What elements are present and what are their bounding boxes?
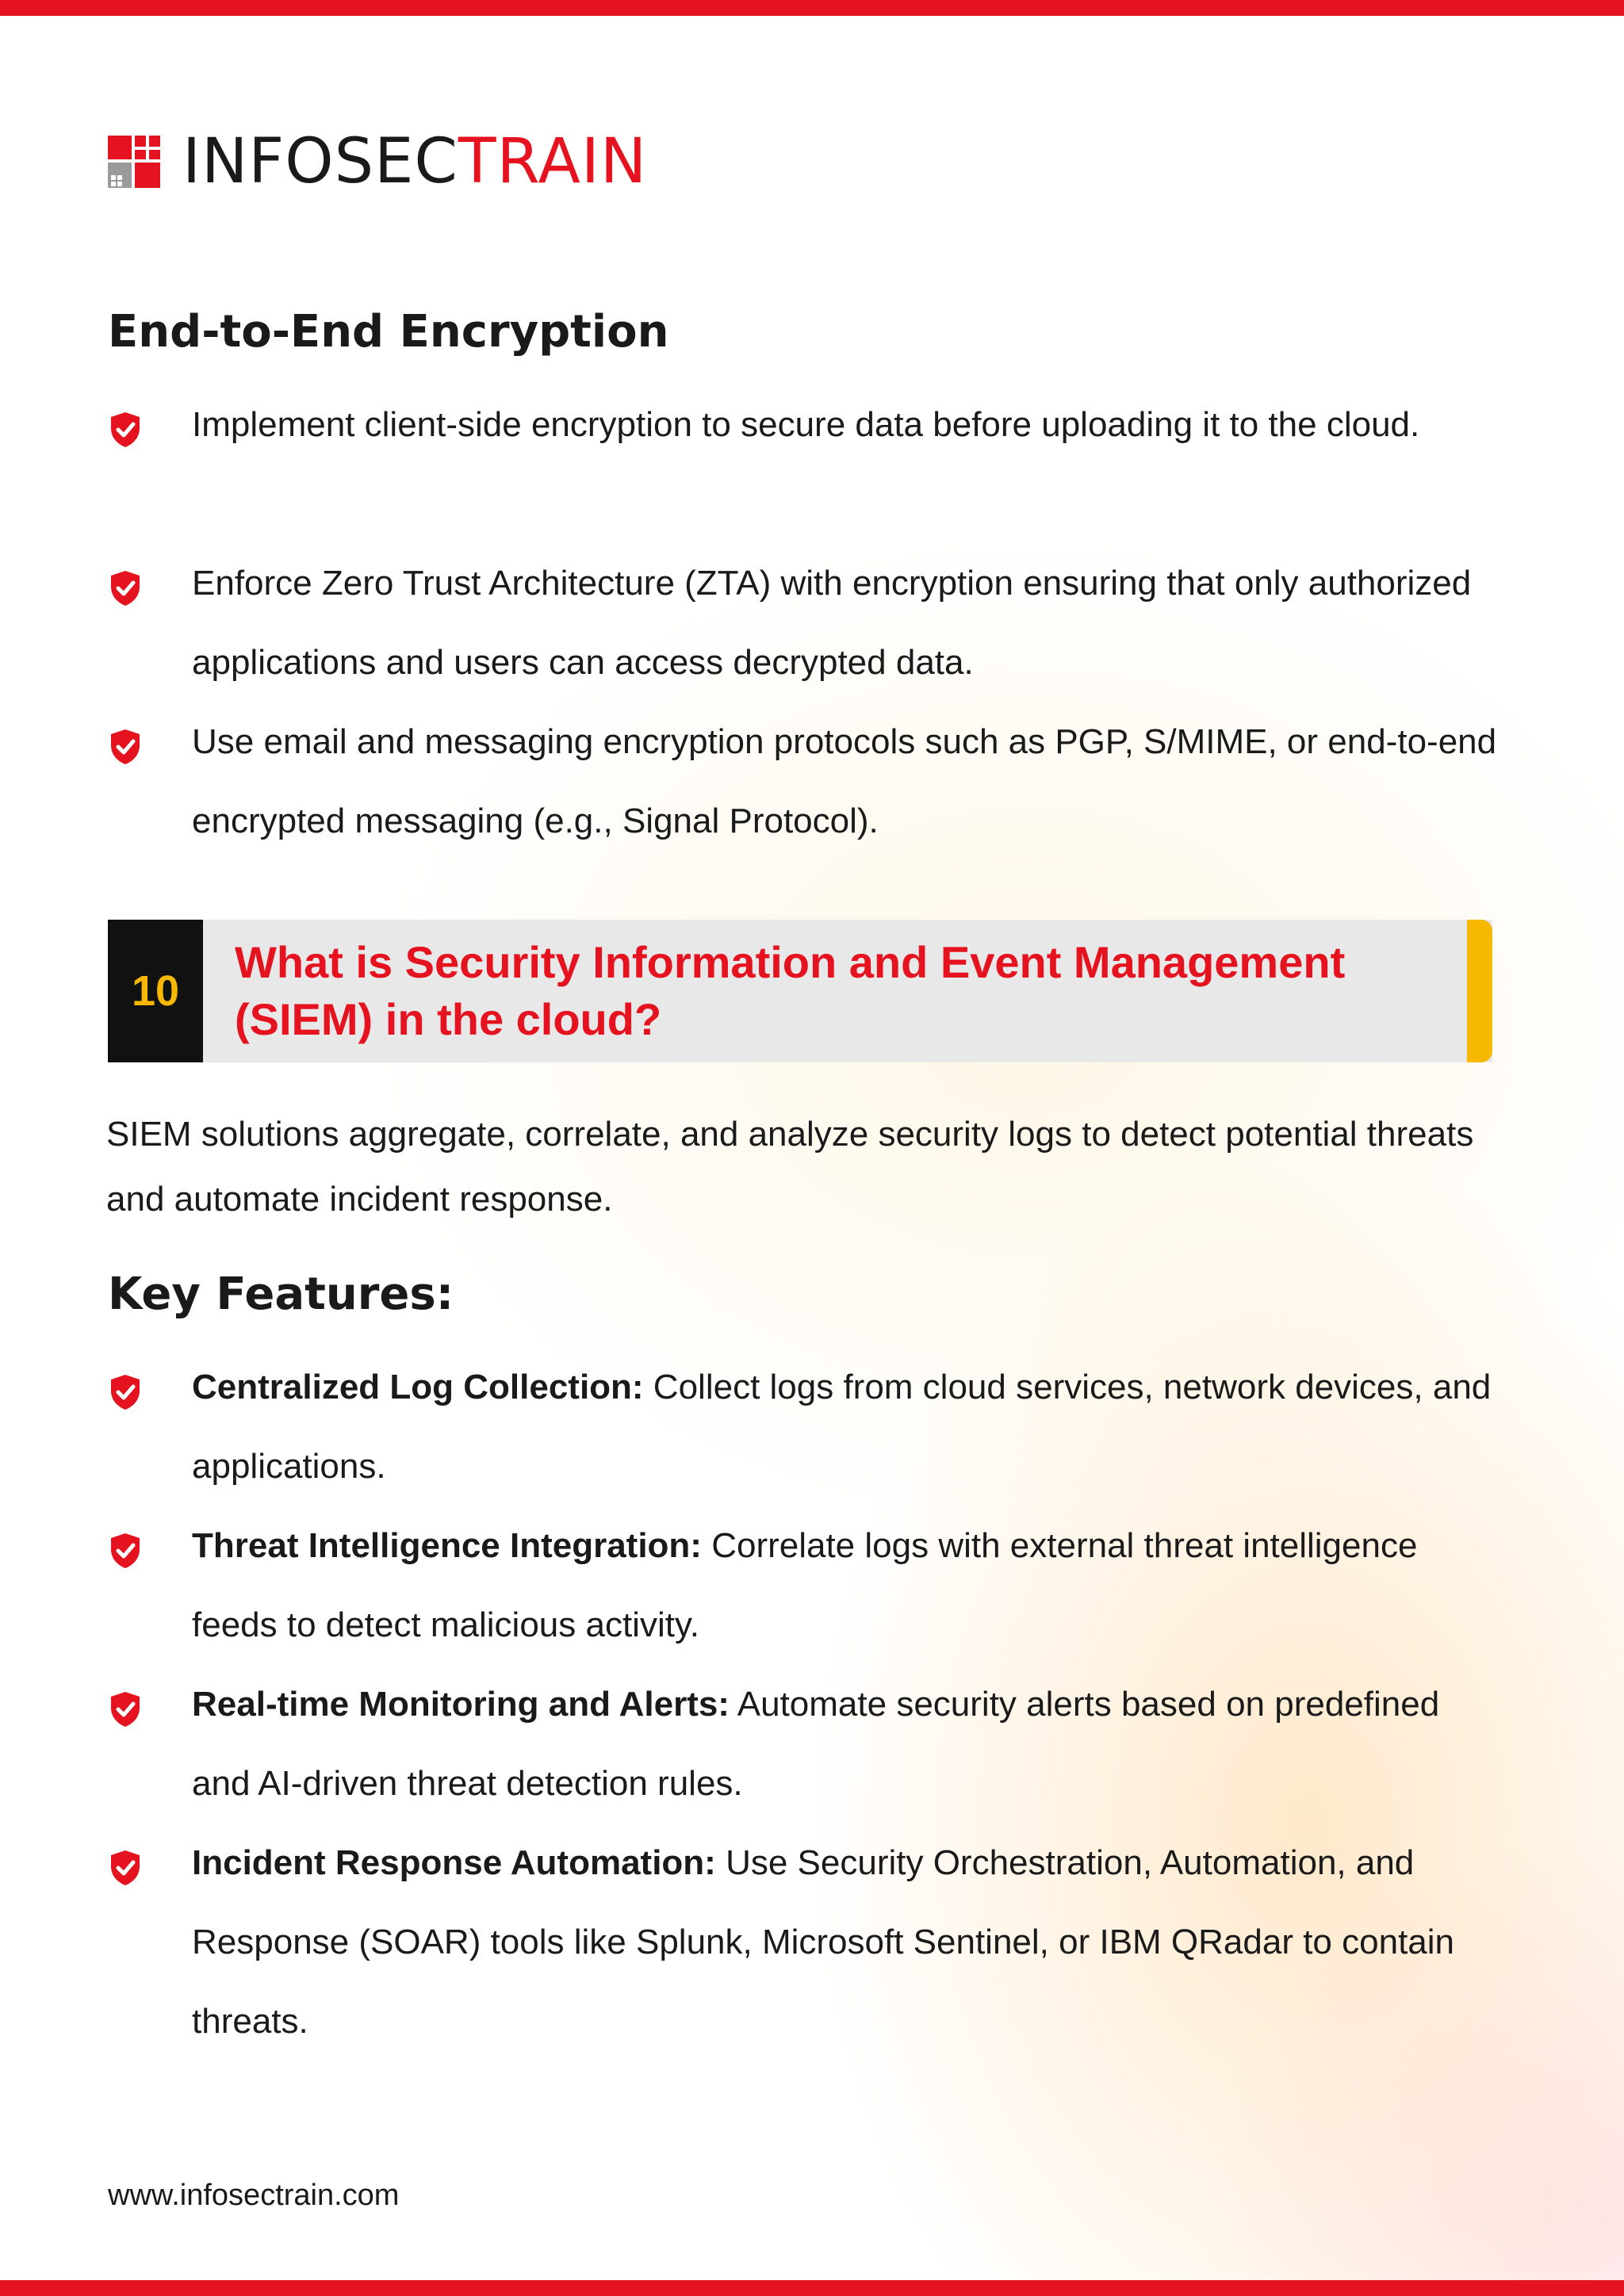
list-item bbox=[108, 1367, 1503, 1506]
feature-text bbox=[192, 1348, 1503, 1506]
banner-accent bbox=[1467, 920, 1492, 1062]
feature-title: Real-time Monitoring and Alerts: bbox=[192, 1685, 730, 1724]
section-heading-encryption: End-to-End Encryption bbox=[108, 306, 669, 358]
feature-description: Collect logs from cloud services, network devices, and applications. bbox=[192, 1368, 1492, 1486]
key-features-heading: Key Features: bbox=[108, 1269, 454, 1320]
intro-paragraph: SIEM solutions aggregate, correlate, and analyze security logs to detect potential threats and automate incident response. bbox=[106, 1115, 1474, 1219]
feature-text bbox=[192, 1665, 1503, 1823]
shield-check-icon bbox=[108, 1690, 143, 1728]
bullet-text: Implement client-side encryption to secure data before uploading it to the cloud. bbox=[192, 405, 1420, 444]
feature-description: Use Security Orchestration, Automation, and Response (SOAR) tools like Splunk, Microsoft Sentinel, or IBM QRadar to contain threats. bbox=[192, 1843, 1455, 2041]
feature-description: Correlate logs with external threat intelligence feeds to detect malicious activity. bbox=[192, 1526, 1418, 1644]
infosectrain-logo bbox=[108, 126, 648, 197]
question-banner bbox=[108, 920, 1492, 1062]
list-item bbox=[108, 563, 1503, 702]
logo-wordmark bbox=[182, 126, 648, 197]
list-item bbox=[108, 1843, 1503, 2061]
bullet-text: Use email and messaging encryption protocols such as PGP, S/MIME, or end-to-end encrypted messaging (e.g., Signal Protocol). bbox=[192, 722, 1497, 840]
shield-check-icon bbox=[108, 728, 143, 766]
shield-check-icon bbox=[108, 411, 143, 449]
feature-title: Centralized Log Collection: bbox=[192, 1368, 644, 1406]
list-item bbox=[108, 404, 1503, 465]
footer-website-link[interactable]: www.infosectrain.com bbox=[108, 2179, 400, 2212]
top-accent-bar bbox=[0, 0, 1624, 16]
list-item bbox=[108, 1525, 1503, 1665]
question-number: 10 bbox=[108, 920, 203, 1062]
logo-text-infosec: INFOSEC bbox=[182, 126, 458, 197]
feature-description: Automate security alerts based on predefined and AI-driven threat detection rules. bbox=[192, 1685, 1440, 1803]
shield-check-icon bbox=[108, 1373, 143, 1411]
feature-text bbox=[192, 1823, 1503, 2061]
bottom-accent-bar bbox=[0, 2280, 1624, 2296]
bullet-text: Enforce Zero Trust Architecture (ZTA) with encryption ensuring that only authorized applications and users can access decrypted data. bbox=[192, 564, 1472, 682]
shield-check-icon bbox=[108, 569, 143, 607]
question-title: What is Security Information and Event Management (SIEM) in the cloud? bbox=[235, 937, 1346, 1044]
feature-text bbox=[192, 1506, 1503, 1665]
feature-title: Incident Response Automation: bbox=[192, 1843, 716, 1882]
list-item bbox=[108, 1684, 1503, 1823]
feature-title: Threat Intelligence Integration: bbox=[192, 1526, 702, 1565]
logo-mark-icon bbox=[108, 136, 160, 188]
logo-text-train: TRAIN bbox=[458, 126, 648, 197]
shield-check-icon bbox=[108, 1849, 143, 1887]
list-item bbox=[108, 721, 1503, 861]
shield-check-icon bbox=[108, 1532, 143, 1570]
